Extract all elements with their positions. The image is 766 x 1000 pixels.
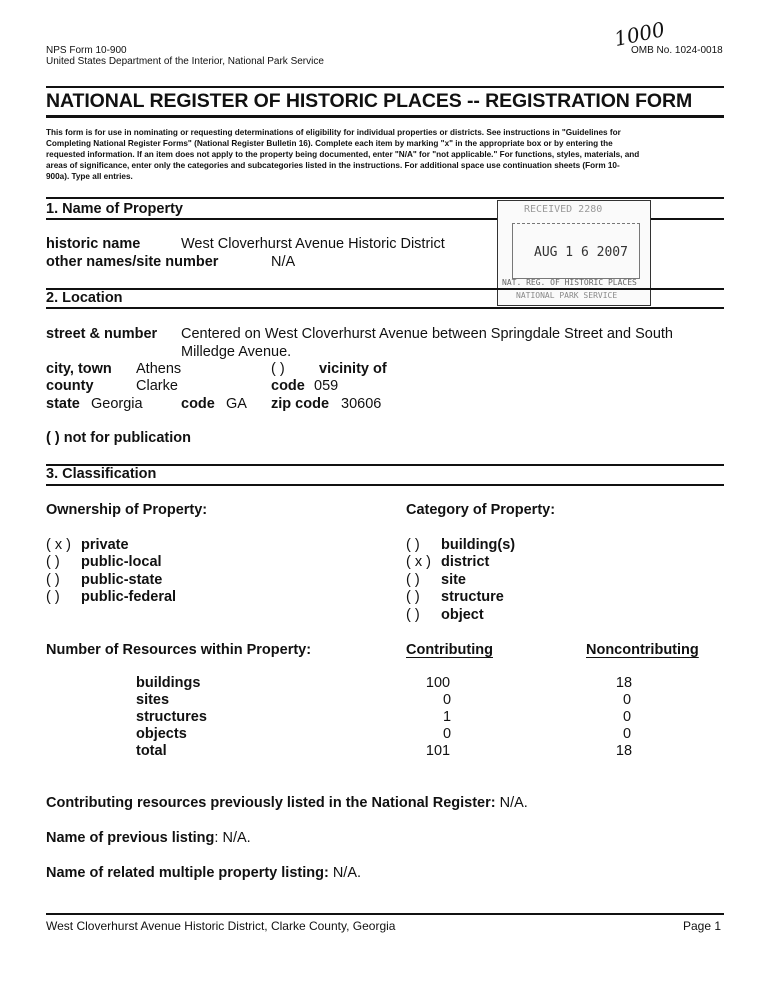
contributing-heading: Contributing (406, 642, 493, 658)
street-line2: Milledge Avenue. (181, 344, 292, 360)
form-title: NATIONAL REGISTER OF HISTORIC PLACES -- REGISTRATION FORM (46, 90, 693, 112)
category-structure-label: structure (441, 589, 504, 605)
page-number: Page 1 (683, 919, 722, 933)
section1-top-rule (46, 197, 724, 199)
resource-structures-label: structures (136, 709, 207, 725)
city-label: city, town (46, 361, 112, 377)
related-listing-value: N/A. (332, 865, 362, 881)
vicinity-checkbox[interactable]: ( ) (271, 361, 285, 377)
section2-top-rule (46, 288, 724, 290)
resource-objects-contributing: 0 (442, 726, 452, 742)
resource-total-noncontributing: 18 (615, 743, 633, 759)
related-listing (46, 865, 361, 882)
instructions: This form is for use in nominating or requesting determinations of eligibility for individual properties or districts. See instructions in "Guidelines for Completing National Register Forms" (National Register Bulletin 16). Complete each item by marking "x" in the appropriate box or by entering the requested information. If an item does not apply to the property being documented, enter "N/A" for "not applicable." For functions, styles, materials, and areas of significance, enter only the categories and subcategories listed in the instructions. For additional space use continuation sheets (Form 10- 900a). Type all entries. (46, 128, 640, 181)
title-bottom-rule (46, 115, 724, 118)
ownership-public-state-box[interactable]: ( ) (46, 572, 60, 588)
resource-buildings-label: buildings (136, 675, 201, 691)
section3-heading: 3. Classification (46, 466, 157, 482)
received-stamp: RECEIVED 2280 AUG 1 6 2007 NAT. REG. OF HISTORIC PLACES NATIONAL PARK SERVICE (497, 200, 651, 306)
zip-value: 30606 (341, 396, 382, 412)
previous-listing-label: Name of previous listing (46, 830, 215, 846)
city-value: Athens (136, 361, 182, 377)
historic-name-value: West Cloverhurst Avenue Historic District (181, 236, 445, 252)
stamp-date: AUG 1 6 2007 (534, 245, 628, 260)
state-code-value: GA (226, 396, 247, 412)
resource-sites-label: sites (136, 692, 170, 708)
department: United States Department of the Interior, National Park Service (46, 56, 324, 67)
resource-sites-noncontributing: 0 (622, 692, 632, 708)
resource-buildings-noncontributing: 18 (615, 675, 633, 691)
resource-objects-noncontributing: 0 (622, 726, 632, 742)
handwritten-number: 1000 (612, 16, 667, 52)
section3-bottom-rule (46, 484, 724, 486)
other-names-value: N/A (271, 254, 296, 270)
previously-listed-value: N/A. (499, 795, 528, 811)
county-code-value: 059 (314, 378, 339, 394)
section2-heading: 2. Location (46, 290, 123, 306)
ownership-public-local-label: public-local (81, 554, 162, 570)
previous-listing-value: N/A. (222, 830, 251, 846)
resources-heading: Number of Resources within Property: (46, 642, 312, 658)
resource-structures-contributing: 1 (442, 709, 452, 725)
street-line1: Centered on West Cloverhurst Avenue between Springdale Street and South (181, 326, 673, 342)
category-site-box[interactable]: ( ) (406, 572, 420, 588)
section1-heading: 1. Name of Property (46, 201, 183, 217)
resource-total-contributing: 101 (425, 743, 451, 759)
previous-listing: Name of previous listing: N/A. (46, 830, 251, 846)
vicinity-label: vicinity of (319, 361, 387, 377)
county-label: county (46, 378, 94, 394)
ownership-private-box[interactable]: ( x ) (46, 537, 71, 553)
category-site-label: site (441, 572, 466, 588)
not-for-publication[interactable]: ( ) not for publication (46, 430, 191, 446)
ownership-public-local-box[interactable]: ( ) (46, 554, 60, 570)
category-heading: Category of Property: (406, 502, 556, 518)
other-names-label: other names/site number (46, 254, 219, 270)
resource-sites-contributing: 0 (442, 692, 452, 708)
resource-buildings-contributing: 100 (425, 675, 451, 691)
county-code-label: code (271, 378, 305, 394)
resource-objects-label: objects (136, 726, 187, 742)
related-listing-label: Name of related multiple property listing: (46, 865, 329, 881)
state-code-label: code (181, 396, 215, 412)
resource-total-label: total (136, 743, 167, 759)
previously-listed (46, 795, 528, 812)
noncontributing-heading: Noncontributing (586, 642, 699, 658)
category-district-box[interactable]: ( x ) (406, 554, 431, 570)
form-number: NPS Form 10-900 (46, 45, 127, 56)
historic-name-label: historic name (46, 236, 141, 252)
state-value: Georgia (91, 396, 143, 412)
title-top-rule (46, 86, 724, 88)
category-district-label: district (441, 554, 490, 570)
previously-listed-label: Contributing resources previously listed in the National Register: (46, 795, 496, 811)
state-label: state (46, 396, 80, 412)
section2-bottom-rule (46, 307, 724, 309)
category-structure-box[interactable]: ( ) (406, 589, 420, 605)
category-building-box[interactable]: ( ) (406, 537, 420, 553)
ownership-heading: Ownership of Property: (46, 502, 208, 518)
ownership-private-label: private (81, 537, 129, 553)
footer-title: West Cloverhurst Avenue Historic District, Clarke County, Georgia (46, 919, 396, 933)
category-building-label: building(s) (441, 537, 516, 553)
ownership-public-federal-label: public-federal (81, 589, 177, 605)
zip-label: zip code (271, 396, 330, 412)
category-object-label: object (441, 607, 484, 623)
ownership-public-state-label: public-state (81, 572, 163, 588)
omb-number: OMB No. 1024-0018 (631, 45, 723, 56)
county-value: Clarke (136, 378, 178, 394)
category-object-box[interactable]: ( ) (406, 607, 420, 623)
street-label: street & number (46, 326, 158, 342)
footer-rule (46, 913, 724, 915)
resource-structures-noncontributing: 0 (622, 709, 632, 725)
ownership-public-federal-box[interactable]: ( ) (46, 589, 60, 605)
